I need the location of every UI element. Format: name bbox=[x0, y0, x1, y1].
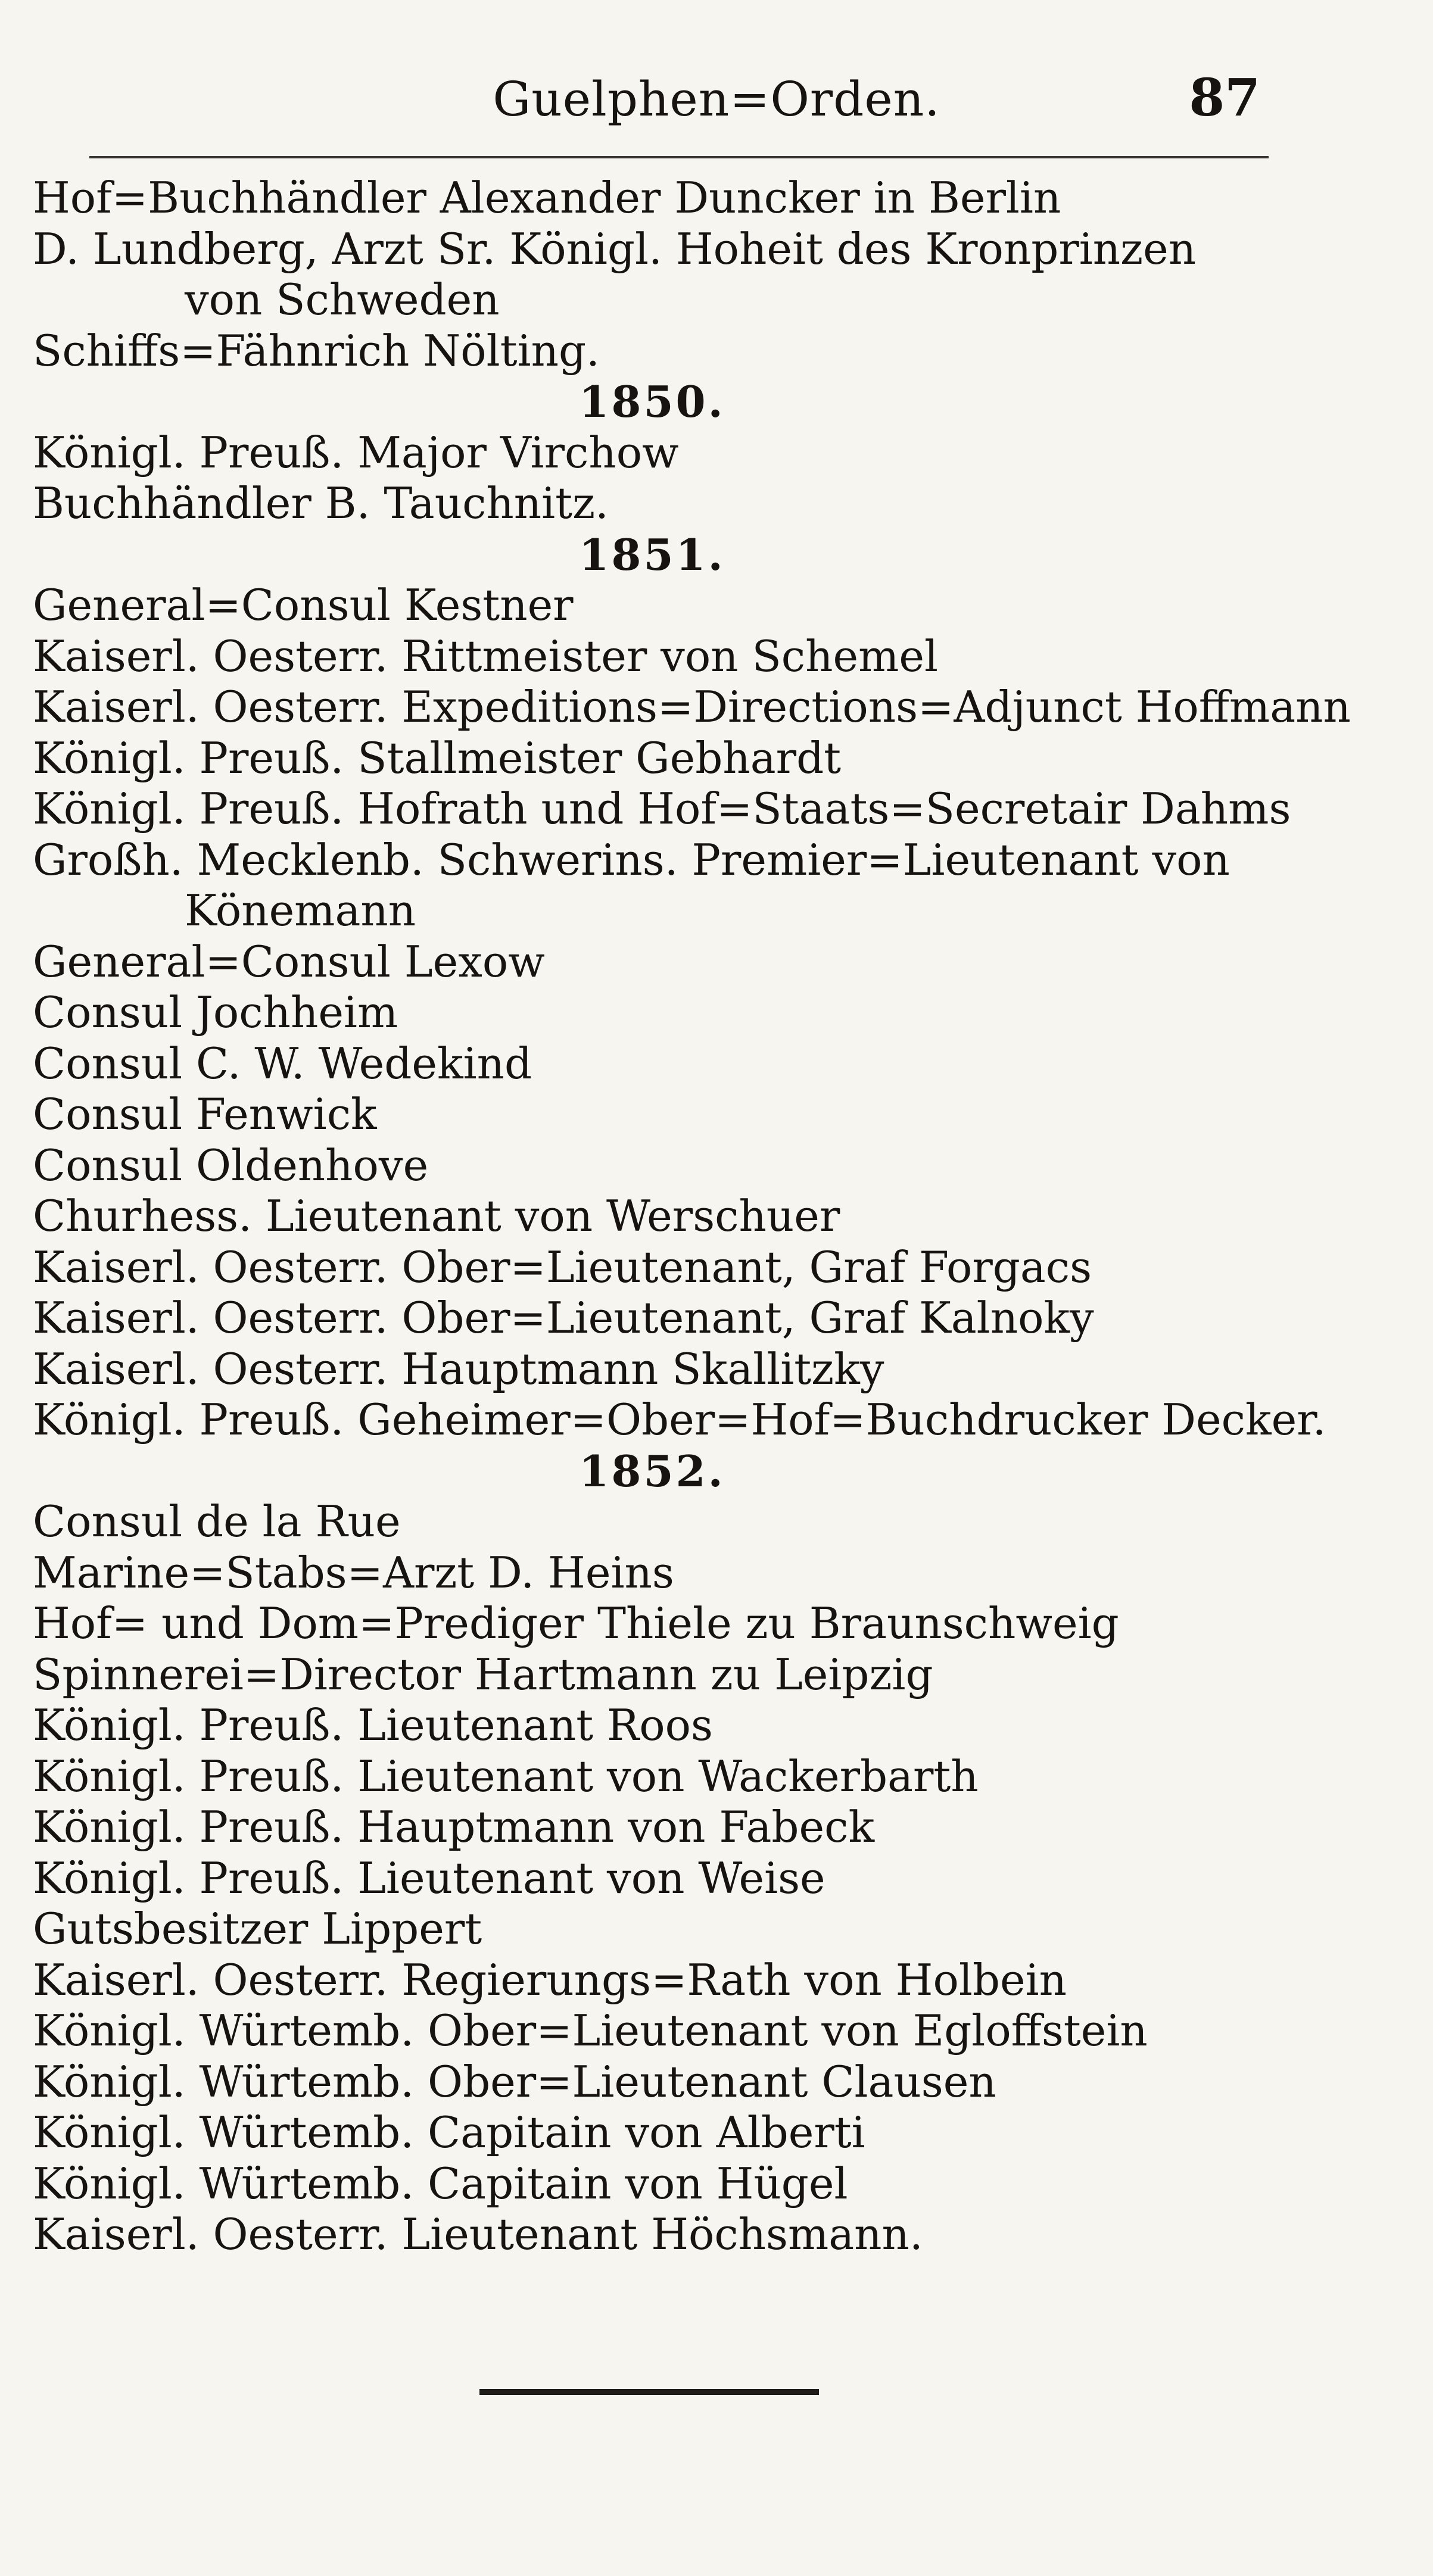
list-item: Königl. Preuß. Major Virchow bbox=[33, 427, 679, 478]
list-item: Königl. Preuß. Geheimer=Ober=Hof=Buchdrucker Decker. bbox=[33, 1395, 1326, 1445]
page-header bbox=[0, 60, 1433, 143]
list-item: Königl. Preuß. Stallmeister Gebhardt bbox=[33, 732, 842, 783]
list-item: Königl. Preuß. Lieutenant Roos bbox=[33, 1700, 713, 1750]
list-item: Königl. Preuß. Lieutenant von Weise bbox=[33, 1853, 825, 1903]
header-rule bbox=[89, 156, 1269, 158]
list-item: Consul C. W. Wedekind bbox=[33, 1038, 532, 1089]
list-item: Königl. Würtemb. Ober=Lieutenant von Egloffstein bbox=[33, 2006, 1148, 2056]
list-item: Hof= und Dom=Prediger Thiele zu Braunschweig bbox=[33, 1598, 1119, 1648]
list-item: Königl. Würtemb. Capitain von Alberti bbox=[33, 2107, 865, 2157]
list-item: Churhess. Lieutenant von Werschuer bbox=[33, 1191, 840, 1241]
year-heading: 1850. bbox=[579, 376, 725, 427]
list-item: Gutsbesitzer Lippert bbox=[33, 1904, 482, 1954]
list-item: Königl. Würtemb. Capitain von Hügel bbox=[33, 2158, 848, 2209]
list-item: Königl. Preuß. Hofrath und Hof=Staats=Secretair Dahms bbox=[33, 784, 1291, 834]
page-number: 87 bbox=[1189, 68, 1260, 128]
list-item: Königl. Preuß. Lieutenant von Wackerbarth bbox=[33, 1751, 979, 1801]
end-rule bbox=[479, 2389, 819, 2395]
list-item: Kaiserl. Oesterr. Ober=Lieutenant, Graf Kalnoky bbox=[33, 1293, 1094, 1343]
list-item: Königl. Preuß. Hauptmann von Fabeck bbox=[33, 1802, 875, 1852]
year-section-1852 bbox=[33, 1446, 1272, 2260]
year-section-1851 bbox=[33, 529, 1351, 1446]
list-item: General=Consul Kestner bbox=[33, 580, 574, 630]
entry-list bbox=[33, 173, 1351, 2260]
year-section-1850 bbox=[33, 376, 1272, 529]
list-item: Kaiserl. Oesterr. Expeditions=Directions=Adjunct Hoffmann bbox=[33, 682, 1351, 732]
list-item: Marine=Stabs=Arzt D. Heins bbox=[33, 1547, 674, 1598]
list-item: Consul Fenwick bbox=[33, 1089, 377, 1139]
list-item: Schiffs=Fähnrich Nölting. bbox=[33, 325, 600, 376]
running-title: Guelphen=Orden. bbox=[493, 71, 940, 127]
list-item: Buchhändler B. Tauchnitz. bbox=[33, 478, 609, 528]
list-item: Spinnerei=Director Hartmann zu Leipzig bbox=[33, 1649, 933, 1699]
list-item: Consul de la Rue bbox=[33, 1496, 401, 1546]
list-item: Kaiserl. Oesterr. Hauptmann Skallitzky bbox=[33, 1343, 884, 1394]
list-item: Consul Jochheim bbox=[33, 987, 398, 1037]
list-item: Hof=Buchhändler Alexander Duncker in Berlin bbox=[33, 173, 1061, 223]
list-item: Consul Oldenhove bbox=[33, 1140, 429, 1190]
list-item: Kaiserl. Oesterr. Lieutenant Höchsmann. bbox=[33, 2209, 923, 2259]
year-heading: 1851. bbox=[579, 529, 725, 580]
list-item: Kaiserl. Oesterr. Ober=Lieutenant, Graf Forgacs bbox=[33, 1242, 1092, 1292]
list-item: General=Consul Lexow bbox=[33, 936, 545, 987]
list-item: Großh. Mecklenb. Schwerins. Premier=Lieutenant von Könemann bbox=[33, 834, 1230, 935]
year-heading: 1852. bbox=[579, 1445, 725, 1496]
list-item: Kaiserl. Oesterr. Regierungs=Rath von Holbein bbox=[33, 1954, 1067, 2005]
list-item: D. Lundberg, Arzt Sr. Königl. Hoheit des Kronprinzen von Schweden bbox=[33, 223, 1197, 325]
list-item: Kaiserl. Oesterr. Rittmeister von Schemel bbox=[33, 631, 938, 681]
list-item: Königl. Würtemb. Ober=Lieutenant Clausen bbox=[33, 2056, 996, 2107]
